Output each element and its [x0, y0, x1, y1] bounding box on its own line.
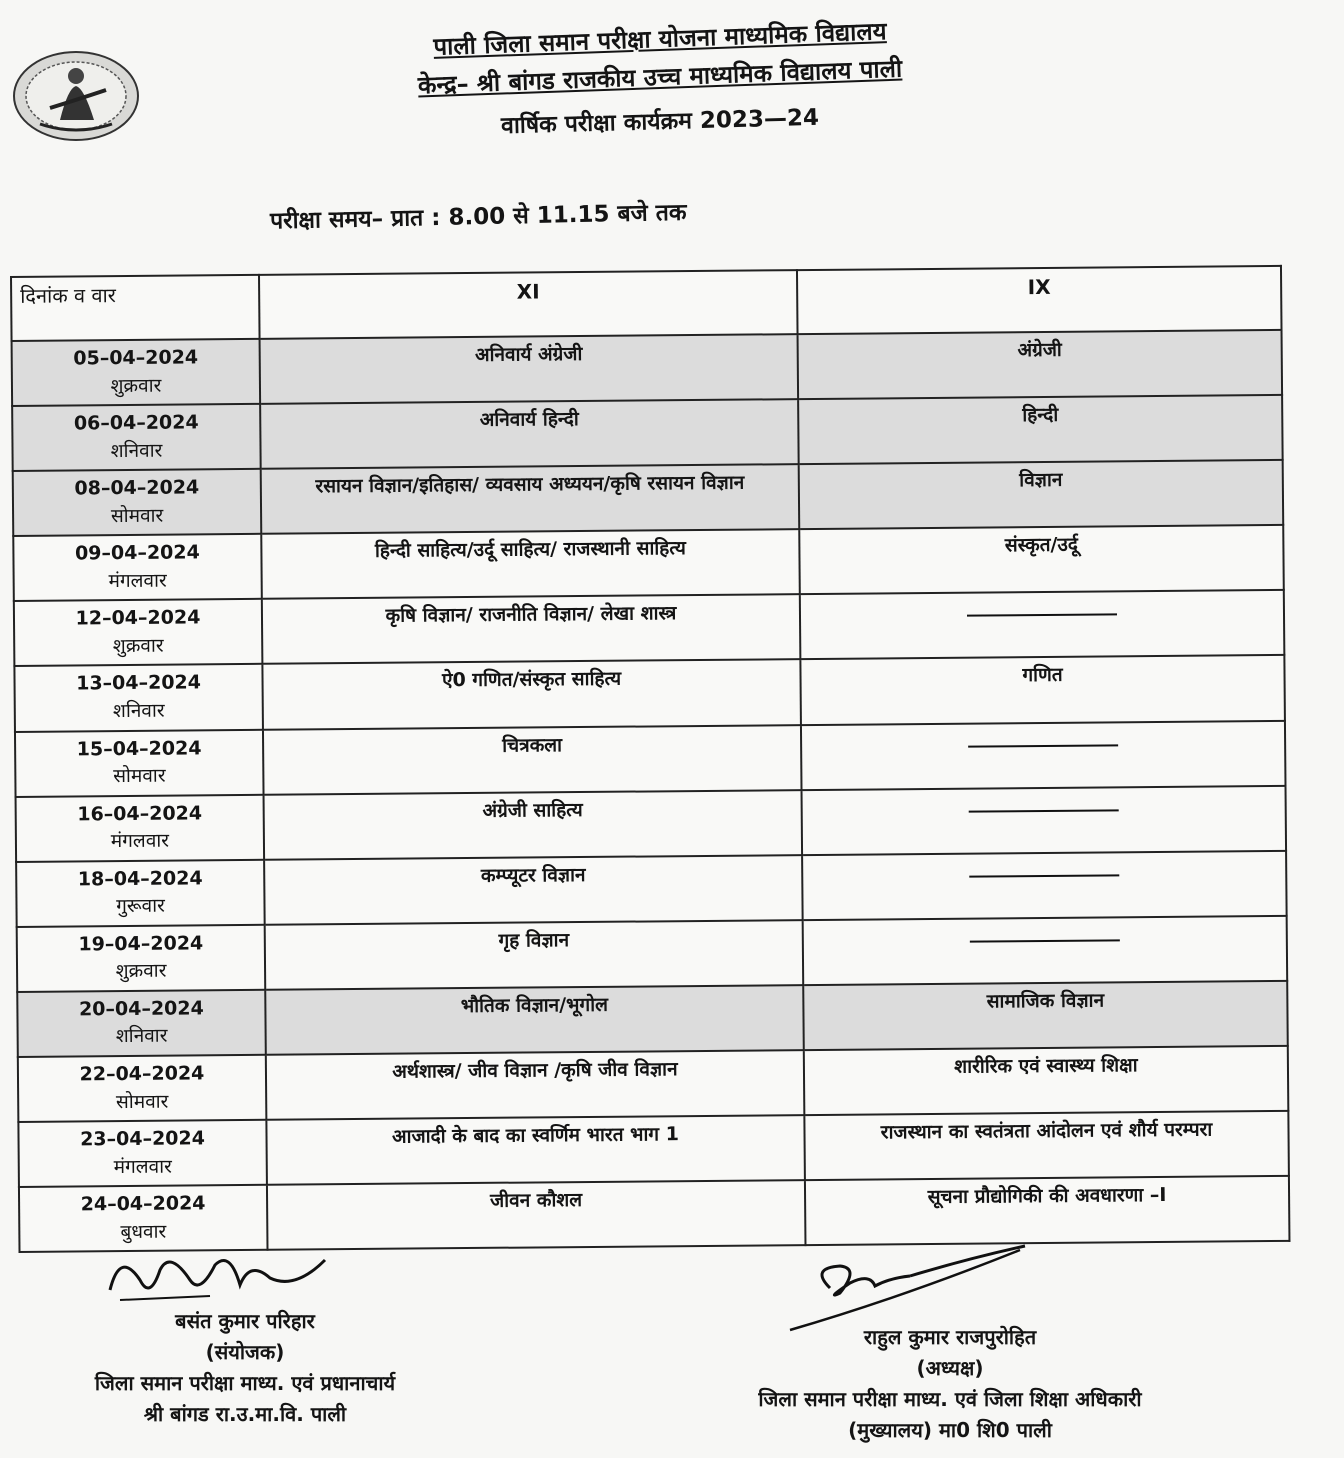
exam-weekday: शुक्रवार: [110, 374, 162, 397]
class-xi-subject: हिन्दी साहित्य/उर्दू साहित्य/ राजस्थानी साहित्य: [261, 529, 800, 599]
exam-weekday: शनिवार: [110, 439, 163, 462]
no-exam-dash: [969, 874, 1119, 877]
table-row: [12, 395, 1283, 471]
header-class-xi: XI: [259, 270, 798, 339]
table-row: [12, 330, 1283, 406]
class-xi-subject: अंग्रेजी साहित्य: [264, 790, 803, 860]
exam-date: 23–04–2024: [80, 1127, 206, 1151]
exam-weekday: मंगलवार: [113, 1155, 172, 1178]
no-exam-dash: [967, 614, 1117, 617]
class-ix-subject: विज्ञान: [799, 460, 1284, 529]
header-class-ix: IX: [797, 266, 1282, 334]
class-ix-subject: सामाजिक विज्ञान: [803, 981, 1288, 1050]
exam-date: 13–04–2024: [76, 671, 202, 695]
exam-centre: केन्द्र– श्री बांगड राजकीय उच्च माध्यमिक विद्यालय पाली: [417, 54, 903, 100]
date-day-cell: [14, 599, 263, 666]
date-day-cell: [18, 1055, 267, 1122]
exam-date: 05–04–2024: [73, 346, 199, 370]
exam-weekday: मंगलवार: [108, 569, 167, 592]
no-exam-dash: [968, 744, 1118, 747]
exam-date: 15–04–2024: [76, 736, 202, 760]
table-row: [17, 916, 1288, 992]
exam-weekday: शुक्रवार: [115, 960, 167, 983]
class-xi-subject: कम्प्यूटर विज्ञान: [264, 855, 803, 925]
convener-office: श्री बांगड रा.उ.मा.वि. पाली: [143, 1402, 347, 1426]
class-xi-subject: अर्थशास्त्र/ जीव विज्ञान /कृषि जीव विज्ञान: [266, 1050, 805, 1120]
date-day-cell: [18, 1120, 267, 1187]
chairman-designation: जिला समान परीक्षा माध्य. एवं जिला शिक्षा अधिकारी: [758, 1387, 1142, 1411]
class-ix-subject: [803, 916, 1288, 985]
convener-name: बसंत कुमार परिहार: [175, 1309, 315, 1333]
exam-date: 08–04–2024: [74, 476, 200, 500]
convener-designation: जिला समान परीक्षा माध्य. एवं प्रधानाचार्य: [94, 1371, 396, 1395]
class-xi-subject: ऐ0 गणित/संस्कृत साहित्य: [262, 660, 801, 730]
exam-date: 22–04–2024: [79, 1062, 205, 1086]
chairman-signature-block: [690, 1322, 1210, 1446]
class-ix-subject: संस्कृत/उर्दू: [799, 525, 1284, 594]
class-xi-subject: भौतिक विज्ञान/भूगोल: [265, 985, 804, 1055]
class-xi-subject: गृह विज्ञान: [265, 920, 804, 990]
exam-date: 06–04–2024: [73, 411, 199, 435]
class-ix-subject: अंग्रेजी: [798, 330, 1283, 399]
exam-date: 19–04–2024: [78, 932, 204, 956]
class-ix-subject: [801, 720, 1286, 789]
exam-date: 12–04–2024: [75, 606, 201, 630]
exam-weekday: मंगलवार: [110, 829, 170, 853]
table-row: [16, 851, 1287, 927]
date-day-cell: [13, 469, 262, 536]
no-exam-dash: [970, 939, 1120, 942]
exam-schedule-table: [10, 265, 1290, 1253]
class-ix-subject: [802, 786, 1287, 855]
no-exam-dash: [969, 809, 1119, 812]
exam-weekday: शनिवार: [112, 699, 165, 723]
chairman-office: (मुख्यालय) मा0 शि0 पाली: [848, 1418, 1052, 1442]
table-row: [14, 655, 1285, 731]
exam-date: 20–04–2024: [78, 997, 204, 1021]
date-day-cell: [13, 534, 262, 601]
chairman-role: (अध्यक्ष): [916, 1356, 984, 1380]
date-day-cell: [16, 860, 265, 927]
date-day-cell: [17, 925, 266, 992]
class-ix-subject: राजस्थान का स्वतंत्रता आंदोलन एवं शौर्य परम्परा: [804, 1111, 1289, 1180]
class-ix-subject: सूचना प्रौद्योगिकी की अवधारणा –I: [805, 1176, 1290, 1245]
table-row: [14, 590, 1285, 666]
exam-date: 09–04–2024: [74, 541, 200, 565]
exam-date: 16–04–2024: [77, 802, 203, 826]
date-day-cell: [14, 664, 263, 731]
chairman-name: राहुल कुमार राजपुरोहित: [863, 1325, 1037, 1349]
left-signature-mark: [100, 1240, 330, 1310]
table-row: [18, 1111, 1289, 1187]
table-header-row: [11, 266, 1282, 341]
class-xi-subject: रसायन विज्ञान/इतिहास/ व्यवसाय अध्ययन/कृषि रसायन विज्ञान: [261, 464, 800, 534]
class-xi-subject: अनिवार्य हिन्दी: [260, 399, 799, 469]
class-ix-subject: [800, 590, 1285, 659]
header-date-day: दिनांक व वार: [11, 275, 260, 341]
exam-weekday: शनिवार: [115, 1025, 168, 1048]
class-ix-subject: गणित: [800, 655, 1285, 724]
exam-weekday: सोमवार: [115, 1090, 169, 1113]
convener-signature-block: [40, 1306, 450, 1430]
date-day-cell: [16, 794, 265, 861]
class-xi-subject: चित्रकला: [263, 725, 802, 795]
class-ix-subject: शारीरिक एवं स्वास्थ्य शिक्षा: [804, 1046, 1289, 1115]
exam-date: 18–04–2024: [77, 867, 203, 891]
saraswati-emblem-icon: [10, 48, 142, 144]
table-row: [17, 981, 1288, 1057]
table-row: [16, 786, 1287, 862]
class-ix-subject: हिन्दी: [798, 395, 1283, 464]
table-row: [13, 525, 1284, 601]
document-title: पाली जिला समान परीक्षा योजना माध्यमिक विद्यालय: [433, 17, 887, 61]
date-day-cell: [12, 339, 261, 406]
class-xi-subject: कृषि विज्ञान/ राजनीति विज्ञान/ लेखा शास्त्र: [262, 594, 801, 664]
class-xi-subject: आजादी के बाद का स्वर्णिम भारत भाग 1: [266, 1115, 805, 1185]
class-xi-subject: जीवन कौशल: [267, 1180, 806, 1250]
exam-weekday: बुधवार: [120, 1220, 167, 1243]
exam-weekday: सोमवार: [113, 764, 166, 788]
convener-role: (संयोजक): [205, 1340, 285, 1364]
exam-weekday: शुक्रवार: [112, 634, 164, 658]
class-ix-subject: [802, 851, 1287, 920]
date-day-cell: [17, 990, 266, 1057]
schedule-body: [12, 330, 1290, 1252]
exam-date: 24–04–2024: [80, 1192, 206, 1216]
date-day-cell: [12, 404, 261, 471]
table-row: [18, 1046, 1289, 1122]
table-row: [13, 460, 1284, 536]
exam-weekday: गुरूवार: [116, 894, 165, 918]
class-xi-subject: अनिवार्य अंग्रेजी: [260, 334, 799, 404]
exam-programme-title: वार्षिक परीक्षा कार्यक्रम 2023—24: [500, 104, 820, 140]
table-row: [15, 720, 1286, 796]
exam-timing: परीक्षा समय– प्रात : 8.00 से 11.15 बजे तक: [269, 199, 687, 235]
date-day-cell: [15, 729, 264, 796]
exam-weekday: सोमवार: [110, 504, 164, 527]
